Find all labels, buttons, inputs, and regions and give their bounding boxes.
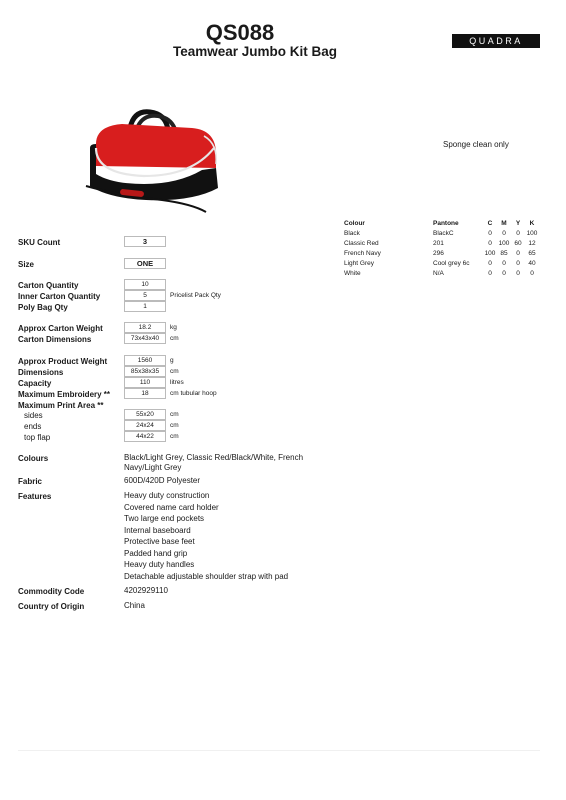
commodity-code-value: 4202929110 (124, 586, 168, 595)
cmyk-c: 0 (488, 239, 492, 247)
colours-label: Colours (18, 454, 49, 463)
cmyk-y: 0 (516, 259, 520, 267)
feature-item: Two large end pockets (124, 514, 205, 523)
feature-item: Protective base feet (124, 537, 195, 546)
top-flap-label: top flap (24, 433, 51, 442)
cmyk-k: 40 (528, 259, 536, 267)
pantone: 201 (433, 239, 444, 247)
product-weight-label: Approx Product Weight (18, 357, 108, 366)
colour-name: White (344, 269, 361, 277)
top-flap-value: 44x22 (124, 431, 166, 442)
poly-bag-qty-label: Poly Bag Qty (18, 303, 68, 312)
cmyk-c: 0 (488, 269, 492, 277)
sku-count-label: SKU Count (18, 238, 61, 247)
pantone: 296 (433, 249, 444, 257)
header-k: K (529, 220, 535, 227)
table-row (344, 258, 539, 268)
capacity-unit: litres (170, 379, 184, 386)
ends-value: 24x24 (124, 420, 166, 431)
cmyk-k: 100 (526, 229, 538, 237)
cmyk-y: 0 (516, 269, 520, 277)
table-row (344, 238, 539, 248)
header-y: Y (515, 220, 521, 227)
feature-item: Internal baseboard (124, 526, 191, 535)
top-flap-unit: cm (170, 433, 179, 440)
colour-name: French Navy (344, 249, 381, 257)
carton-dimensions-label: Carton Dimensions (18, 335, 92, 344)
sku-count-value: 3 (124, 236, 166, 247)
dimensions-unit: cm (170, 368, 179, 375)
features-label: Features (18, 492, 52, 501)
ends-unit: cm (170, 422, 179, 429)
brand-logo: QUADRA (452, 34, 540, 48)
cmyk-c: 0 (488, 229, 492, 237)
max-embroidery-value: 18 (124, 388, 166, 399)
commodity-code-label: Commodity Code (18, 587, 85, 596)
cmyk-m: 85 (500, 249, 508, 257)
header-pantone: Pantone (433, 220, 459, 227)
bag-image (82, 108, 222, 214)
carton-dimensions-value: 73x43x40 (124, 333, 166, 344)
pantone: N/A (433, 269, 444, 277)
size-label: Size (18, 260, 35, 269)
sides-value: 55x20 (124, 409, 166, 420)
cmyk-m: 0 (502, 269, 506, 277)
feature-item: Heavy duty construction (124, 491, 210, 500)
header-colour: Colour (344, 220, 365, 227)
product-code: QS088 (205, 20, 275, 45)
care-instructions: Sponge clean only (443, 140, 509, 149)
capacity-value: 110 (124, 377, 166, 388)
header-c: C (487, 220, 493, 227)
country-of-origin-label: Country of Origin (18, 602, 85, 611)
cmyk-k: 12 (528, 239, 536, 247)
cmyk-y: 0 (516, 249, 520, 257)
carton-quantity-label: Carton Quantity (18, 281, 79, 290)
carton-quantity-value: 10 (124, 279, 166, 290)
colour-table-header (344, 219, 539, 228)
fabric-label: Fabric (18, 477, 43, 486)
max-embroidery-label: Maximum Embroidery ** (18, 390, 111, 399)
cmyk-m: 0 (502, 259, 506, 267)
cmyk-k: 65 (528, 249, 536, 257)
max-print-area-label: Maximum Print Area ** (18, 401, 104, 410)
inner-carton-quantity-value: 5 (124, 290, 166, 301)
dimensions-value: 85x38x35 (124, 366, 166, 377)
cmyk-c: 100 (484, 249, 496, 257)
footer-divider (18, 750, 540, 751)
carton-dimensions-unit: cm (170, 335, 179, 342)
cmyk-c: 0 (488, 259, 492, 267)
capacity-label: Capacity (18, 379, 52, 388)
table-row (344, 268, 539, 278)
table-row (344, 228, 539, 238)
inner-carton-quantity-label: Inner Carton Quantity (18, 292, 101, 301)
sides-label: sides (24, 411, 43, 420)
fabric-value: 600D/420D Polyester (124, 476, 201, 485)
product-title: Teamwear Jumbo Kit Bag (172, 44, 338, 59)
feature-item: Covered name card holder (124, 503, 219, 512)
cmyk-m: 100 (498, 239, 510, 247)
size-value: ONE (124, 258, 166, 269)
carton-weight-value: 18.2 (124, 322, 166, 333)
cmyk-y: 0 (516, 229, 520, 237)
feature-item: Heavy duty handles (124, 560, 195, 569)
cmyk-k: 0 (530, 269, 534, 277)
colour-name: Light Grey (344, 259, 374, 267)
country-of-origin-value: China (124, 601, 145, 610)
pantone: BlackC (433, 229, 454, 237)
colour-name: Classic Red (344, 239, 379, 247)
carton-weight-label: Approx Carton Weight (18, 324, 103, 333)
ends-label: ends (24, 422, 42, 431)
max-embroidery-unit: cm tubular hoop (170, 390, 217, 397)
poly-bag-qty-value: 1 (124, 301, 166, 312)
pantone: Cool grey 6c (433, 259, 470, 267)
table-row (344, 248, 539, 258)
dimensions-label: Dimensions (18, 368, 64, 377)
product-weight-value: 1560 (124, 355, 166, 366)
colours-value: Black/Light Grey, Classic Red/Black/White, French Navy/Light Grey (124, 453, 304, 472)
carton-weight-unit: kg (170, 324, 177, 331)
feature-item: Detachable adjustable shoulder strap with pad (124, 572, 289, 581)
pricelist-pack-note: Pricelist Pack Qty (170, 292, 221, 299)
sides-unit: cm (170, 411, 179, 418)
cmyk-y: 60 (514, 239, 522, 247)
cmyk-m: 0 (502, 229, 506, 237)
product-weight-unit: g (170, 357, 174, 364)
header-m: M (501, 220, 507, 227)
colour-table (344, 219, 539, 278)
colour-name: Black (344, 229, 360, 237)
feature-item: Padded hand grip (124, 549, 188, 558)
